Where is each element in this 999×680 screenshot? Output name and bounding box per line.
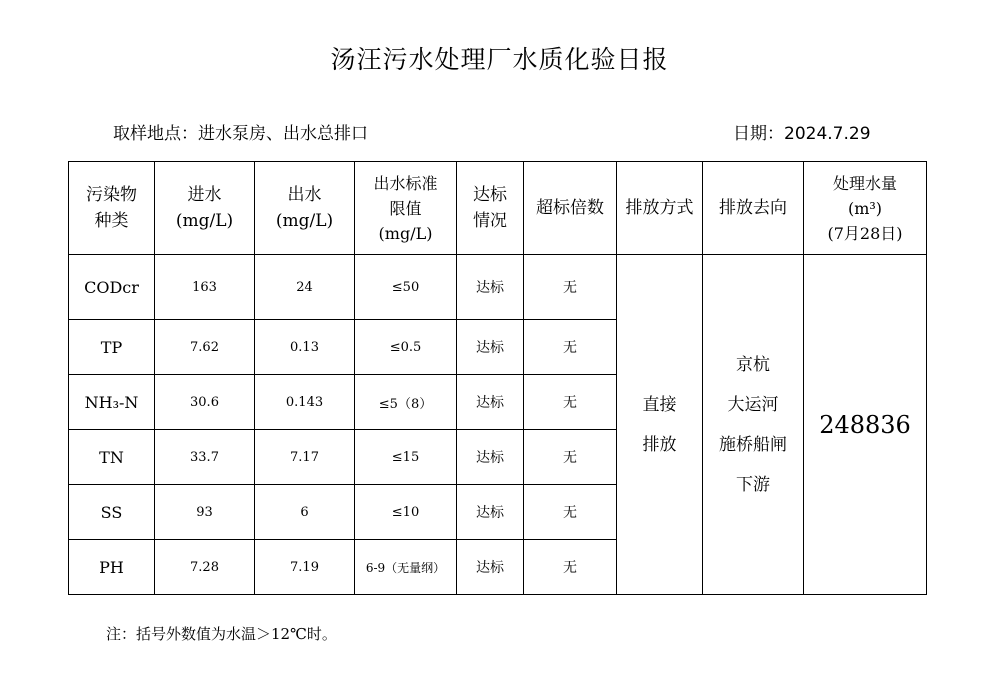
pollutant-cell: CODcr <box>69 255 155 320</box>
influent-cell: 33.7 <box>155 430 255 485</box>
header-influent: 进水 (mg/L) <box>155 162 255 255</box>
discharge-method-cell: 直接 排放 <box>617 255 703 595</box>
header-compliance: 达标 情况 <box>457 162 524 255</box>
compliance-cell: 达标 <box>457 375 524 430</box>
exceed-cell: 无 <box>524 540 617 595</box>
effluent-cell: 6 <box>255 485 355 540</box>
header-treated-volume: 处理水量 (m³) (7月28日) <box>804 162 927 255</box>
water-quality-table <box>68 161 927 595</box>
influent-cell: 30.6 <box>155 375 255 430</box>
limit-cell: ≤50 <box>355 255 457 320</box>
pollutant-cell: SS <box>69 485 155 540</box>
limit-cell: 6-9（无量纲） <box>355 540 457 595</box>
header-pollutant: 污染物 种类 <box>69 162 155 255</box>
compliance-cell: 达标 <box>457 430 524 485</box>
compliance-cell: 达标 <box>457 540 524 595</box>
exceed-cell: 无 <box>524 375 617 430</box>
report-title: 汤汪污水处理厂水质化验日报 <box>330 45 669 74</box>
effluent-cell: 7.17 <box>255 430 355 485</box>
exceed-cell: 无 <box>524 485 617 540</box>
influent-cell: 7.28 <box>155 540 255 595</box>
limit-cell: ≤0.5 <box>355 320 457 375</box>
report-date: 日期：2024.7.29 <box>733 124 871 144</box>
exceed-cell: 无 <box>524 255 617 320</box>
effluent-cell: 24 <box>255 255 355 320</box>
compliance-cell: 达标 <box>457 320 524 375</box>
treated-volume-value: 248836 <box>804 255 927 595</box>
header-limit: 出水标准 限值 (mg/L) <box>355 162 457 255</box>
pollutant-cell: PH <box>69 540 155 595</box>
header-discharge-destination: 排放去向 <box>703 162 804 255</box>
influent-cell: 93 <box>155 485 255 540</box>
footnote: 注：括号外数值为水温＞12℃时。 <box>106 625 337 643</box>
header-exceed-multiple: 超标倍数 <box>524 162 617 255</box>
sampling-location: 取样地点：进水泵房、出水总排口 <box>113 124 368 144</box>
pollutant-cell: TP <box>69 320 155 375</box>
header-row <box>69 162 927 255</box>
header-discharge-method: 排放方式 <box>617 162 703 255</box>
limit-cell: ≤5（8） <box>355 375 457 430</box>
compliance-cell: 达标 <box>457 485 524 540</box>
pollutant-cell: NH₃-N <box>69 375 155 430</box>
header-effluent: 出水 (mg/L) <box>255 162 355 255</box>
limit-cell: ≤10 <box>355 485 457 540</box>
exceed-cell: 无 <box>524 320 617 375</box>
limit-cell: ≤15 <box>355 430 457 485</box>
effluent-cell: 0.13 <box>255 320 355 375</box>
table-row <box>69 255 927 320</box>
effluent-cell: 7.19 <box>255 540 355 595</box>
effluent-cell: 0.143 <box>255 375 355 430</box>
influent-cell: 163 <box>155 255 255 320</box>
exceed-cell: 无 <box>524 430 617 485</box>
pollutant-cell: TN <box>69 430 155 485</box>
influent-cell: 7.62 <box>155 320 255 375</box>
compliance-cell: 达标 <box>457 255 524 320</box>
discharge-destination-cell: 京杭 大运河 施桥船闸 下游 <box>703 255 804 595</box>
